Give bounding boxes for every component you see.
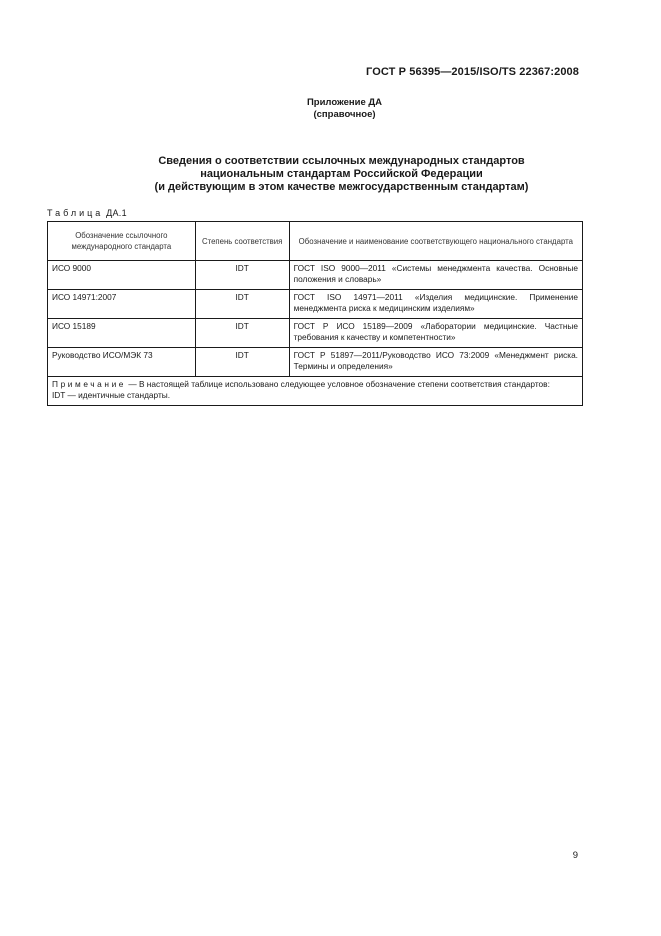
note-text: — В настоящей таблице использовано следующее условное обозначение степени соответствия стандартов: bbox=[128, 379, 550, 389]
section-heading bbox=[0, 155, 661, 194]
cell-reference: ИСО 9000 bbox=[48, 261, 196, 290]
cell-national: ГОСТ ISO 14971—2011 «Изделия медицинские. Применение менеджмента риска к медицинским изделиям» bbox=[289, 290, 582, 319]
table-note bbox=[48, 377, 583, 406]
table-caption bbox=[47, 208, 127, 218]
table-row bbox=[48, 261, 583, 290]
table-caption-number: ДА.1 bbox=[106, 208, 127, 218]
table-note-row bbox=[48, 377, 583, 406]
header-national-standard: Обозначение и наименование соответствующего национального стандарта bbox=[289, 222, 582, 261]
cell-degree: IDT bbox=[195, 290, 289, 319]
page-number: 9 bbox=[572, 850, 578, 861]
cell-reference: ИСО 15189 bbox=[48, 319, 196, 348]
document-code: ГОСТ Р 56395—2015/ISO/TS 22367:2008 bbox=[366, 66, 579, 78]
cell-national: ГОСТ ISO 9000—2011 «Системы менеджмента качества. Основные положения и словарь» bbox=[289, 261, 582, 290]
header-reference-standard: Обозначение ссылочного международного стандарта bbox=[48, 222, 196, 261]
note-text-block bbox=[52, 379, 578, 390]
table-row bbox=[48, 319, 583, 348]
note-item: IDT — идентичные стандарты. bbox=[52, 390, 171, 400]
table-header-row bbox=[48, 222, 583, 261]
table-row bbox=[48, 290, 583, 319]
cell-reference: ИСО 14971:2007 bbox=[48, 290, 196, 319]
table-row bbox=[48, 348, 583, 377]
cell-national: ГОСТ Р 51897—2011/Руководство ИСО 73:2009 «Менеджмент риска. Термины и определения» bbox=[289, 348, 582, 377]
cell-degree: IDT bbox=[195, 261, 289, 290]
cell-degree: IDT bbox=[195, 319, 289, 348]
note-label: Примечание bbox=[52, 379, 127, 389]
heading-line-1: Сведения о соответствии ссылочных международных стандартов bbox=[158, 155, 525, 167]
appendix-type: (справочное) bbox=[313, 109, 376, 120]
standards-table bbox=[47, 221, 583, 406]
heading-line-2: национальным стандартам Российской Федерации bbox=[200, 168, 483, 180]
appendix-title: Приложение ДА bbox=[306, 97, 383, 108]
cell-reference: Руководство ИСО/МЭК 73 bbox=[48, 348, 196, 377]
cell-national: ГОСТ Р ИСО 15189—2009 «Лаборатории медицинские. Частные требования к качеству и компетентности» bbox=[289, 319, 582, 348]
cell-degree: IDT bbox=[195, 348, 289, 377]
appendix-label bbox=[0, 97, 661, 121]
table-caption-word: Таблица bbox=[47, 208, 104, 218]
heading-line-3: (и действующим в этом качестве межгосударственным стандартам) bbox=[154, 181, 529, 193]
header-degree: Степень соответствия bbox=[195, 222, 289, 261]
